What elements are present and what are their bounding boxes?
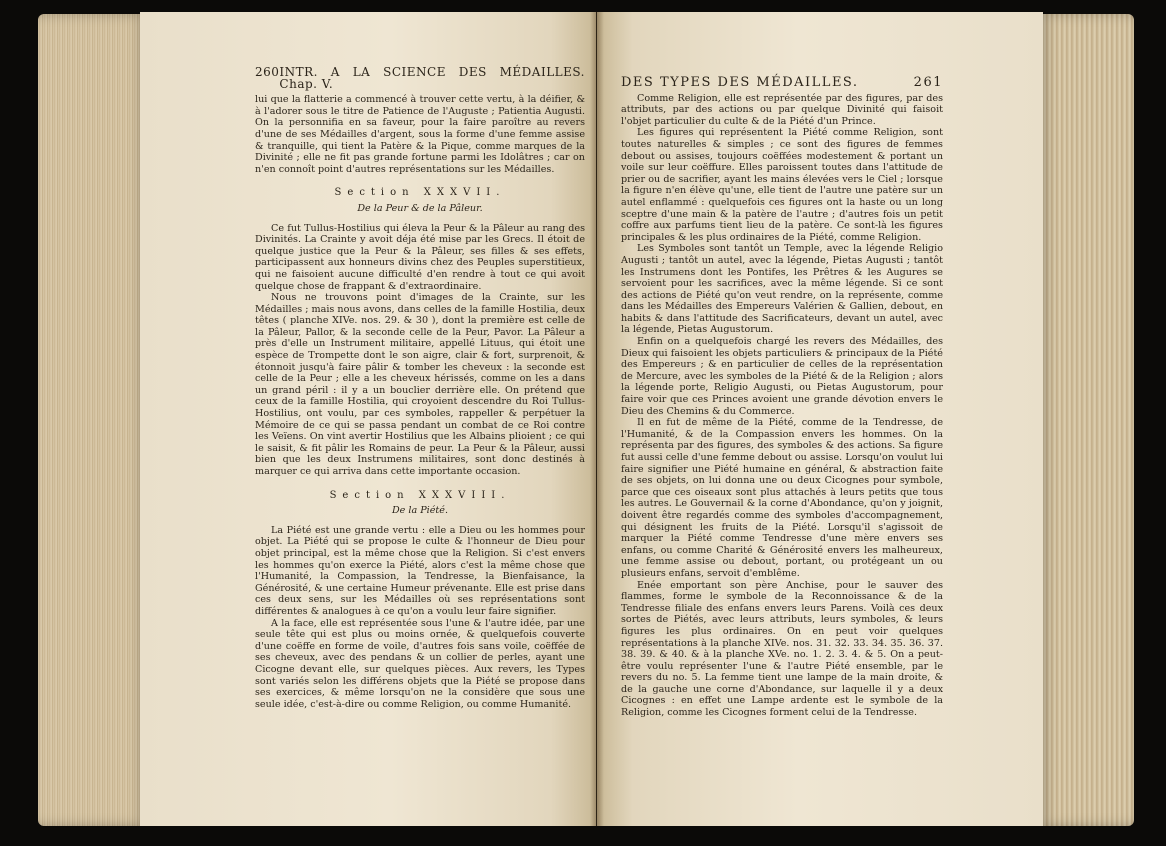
left-page-number: 260	[255, 65, 280, 79]
paragraph: Enée emportant son père Anchise, pour le sauver des flammes, forme le symbole de la Reconnoissance & de la Tendresse filiale des enfans envers leurs Parens. Voilà ces deux sortes de Piétés, avec leurs attributs, leurs symboles, & leurs figures les plus ordinaires. On en peut voir quelques représentations à la planche XIVe. nos. 31. 32. 33. 34. 35. 36. 37. 38. 39. & 40. & à la planche XVe. no. 1. 2. 3. 4. & 5. On a peut-être voulu représenter l'une & l'autre Piété ensemble, par le revers du no. 5. La femme tient une lampe de la main droite, & de la gauche une corne d'Abondance, sur laquelle il y a deux Cicognes : en effet une Lampe ardente est le symbole de la Religion, comme les Cicognes forment celui de la Tendresse.	[621, 579, 943, 719]
left-page-text	[255, 67, 585, 710]
left-page	[140, 12, 596, 826]
paragraph: Les Symboles sont tantôt un Temple, avec la légende Religio Augusti ; tantôt un autel, avec la légende, Pietas Augusti ; tantôt les Instrumens dont les Pontifes, les Prêtres & les Augures se servoient pour les sacrifices, avec la même légende. Si ce sont des actions de Piété qu'on veut rendre, on la représente, comme dans les Médailles des Empereurs Valérien & Gallien, debout, en habits & dans l'attitude des Sacrificateurs, devant un autel, avec la légende, Pietas Augustorum.	[621, 243, 943, 336]
section-38-title: Section XXXVIII.	[329, 489, 511, 501]
right-page-text	[621, 77, 943, 719]
paragraph: Les figures qui représentent la Piété comme Religion, sont toutes naturelles & simples ; ce sont des figures de femmes debout ou assises, toujours coëffées modestement & portant un voile sur leur coëffure. Elles paroissent toutes dans l'attitude de prier ou de sacrifier, ayant les mains élevées vers le Ciel ; lorsque la figure n'en élève qu'une, elle tient de l'autre une patère sur un autel enflammé : quelquefois ces figures ont la haste ou un long sceptre d'une main & la patère de l'autre ; d'autres fois un petit coffre aux parfums tient lieu de la patère. Ce sont-là les figures principales & les plus ordinaires de la Piété, comme Religion.	[621, 127, 943, 243]
paragraph: Ce fut Tullus-Hostilius qui éleva la Peur & la Pâleur au rang des Divinités. La Crainte y avoit déja été mise par les Grecs. Il étoit de quelque justice que la Peur & la Pâleur, ses filles & ses effets, participassent aux honneurs divins chez des Peuples superstitieux, qui ne faisoient aucune difficulté d'en rendre à tout ce qui avoit quelque chose de frappant & d'extraordinaire.	[255, 222, 585, 292]
paragraph: La Piété est une grande vertu : elle a Dieu ou les hommes pour objet. La Piété qui se propose le culte & l'honneur de Dieu pour objet principal, est la même chose que la Religion. Si c'est envers les hommes qu'on exerce la Piété, alors c'est la même chose que l'Humanité, la Compassion, la Tendresse, la Bienfaisance, la Générosité, & une certaine Humeur prévenante. Elle est prise dans ces deux sens, sur les Médailles où ses représentations sont différentes & analogues à ce qu'on a voulu leur faire signifier.	[255, 524, 585, 617]
right-running-head	[621, 77, 943, 89]
paragraph: lui que la flatterie a commencé à trouver cette vertu, à la déifier, & à l'adorer sous le titre de Patience de l'Auguste ; Patientia Augusti. On la personnifia en sa faveur, pour la faire paroître au revers d'une de ses Médailles d'argent, sous la forme d'une femme assise & tranquille, qui tient la Patère & la Pique, comme marques de la Divinité ; elle ne fit pas grande fortune parmi les Idolâtres ; car on n'en connoît point d'autres représentations sur les Médailles.	[255, 94, 585, 175]
paragraph: A la face, elle est représentée sous l'une & l'autre idée, par une seule tête qui est plus ou moins ornée, & quelquefois couverte d'une coëffe en forme de voile, d'autres fois sans voile, coëffée de ses cheveux, avec des pendans & un collier de perles, ayant une Cicogne devant elle, sur quelques pièces. Aux revers, les Types sont variés selon les différens objets que la Piété se propose dans ses exercices, & même lorsqu'on ne la considère que sous une seule idée, c'est-à-dire ou comme Religion, ou comme Humanité.	[255, 617, 585, 710]
left-running-title: INTR. A LA SCIENCE DES MÉDAILLES. Chap. V.	[279, 65, 585, 91]
section-37-subtitle: De la Peur & de la Pâleur.	[357, 202, 483, 214]
section-37-title: Section XXXVII.	[334, 187, 506, 199]
left-page-edges	[38, 14, 148, 826]
paragraph: Il en fut de même de la Piété, comme de la Tendresse, de l'Humanité, & de la Compassion envers les hommes. On la représenta par des figures, des symboles & des actions. Sa figure fut aussi celle d'une femme debout ou assise. Lorsqu'on voulut lui faire signifier une Piété humaine en général, & abstraction faite de ses objets, on lui donna une ou deux Cicognes pour symbole, parce que ces oiseaux sont plus attachés à leurs petits que tous les autres. Le Gouvernail & la corne d'Abondance, qu'on y joignit, doivent être regardés comme des symboles d'accompagnement, qui désignent les fruits de la Piété. Lorsqu'il s'agissoit de marquer la Piété comme Tendresse d'une mère envers ses enfans, ou comme Charité & Générosité envers les malheureux, une femme assise ou debout, portant, ou protégeant un ou plusieurs enfans, servoit d'emblême.	[621, 417, 943, 579]
section-38-subtitle: De la Piété.	[391, 505, 449, 517]
right-running-title: DES TYPES DES MÉDAILLES.	[621, 75, 859, 90]
paragraph: Comme Religion, elle est représentée par des figures, par des attributs, par des actions ou par quelque Divinité qui faisoit l'objet particulier du culte & de la Piété d'un Prince.	[621, 92, 943, 127]
paragraph: Nous ne trouvons point d'images de la Crainte, sur les Médailles ; mais nous avons, dans celles de la famille Hostilia, deux têtes ( planche XIVe. nos. 29. & 30 ), dont la première est celle de la Pâleur, Pallor, & la seconde celle de la Peur, Pavor. La Pâleur a près d'elle un Instrument militaire, appellé Lituus, qui étoit une espèce de Trompette dont le son aigre, clair & fort, surprenoit, & étonnoit jusqu'à faire pâlir & tomber les cheveux : la seconde est celle de la Peur ; elle a les cheveux hérissés, comme on les a dans un grand péril : il y a un bouclier derrière elle. On prétend que ceux de la famille Hostilia, qui croyoient descendre du Roi Tullus-Hostilius, ont voulu, par ces symboles, rappeller & perpétuer la Mémoire de ce qui se passa pendant un combat de ce Roi contre les Veïens. On vint avertir Hostilius que les Albains plioient ; ce qui le saisit, & fit pâlir les Romains de peur. La Peur & la Pâleur, aussi bien que les deux Instrumens militaires, sont donc destinés à marquer ce qui arriva dans cette importante occasion.	[255, 292, 585, 477]
paragraph: Enfin on a quelquefois chargé les revers des Médailles, des Dieux qui faisoient les objets particuliers & principaux de la Piété des Empereurs ; & en particulier de celles de la représentation de Mercure, avec les symboles de la Piété & de la Religion ; alors la légende porte, Religio Augusti, ou Pietas Augustorum, pour faire voir que ces Princes avoient une grande dévotion envers le Dieu des Chemins & du Commerce.	[621, 336, 943, 417]
right-page	[597, 12, 1043, 826]
book-gutter	[590, 12, 604, 826]
left-running-head	[255, 67, 585, 90]
right-page-edges	[1038, 14, 1134, 826]
right-page-number: 261	[913, 75, 943, 90]
